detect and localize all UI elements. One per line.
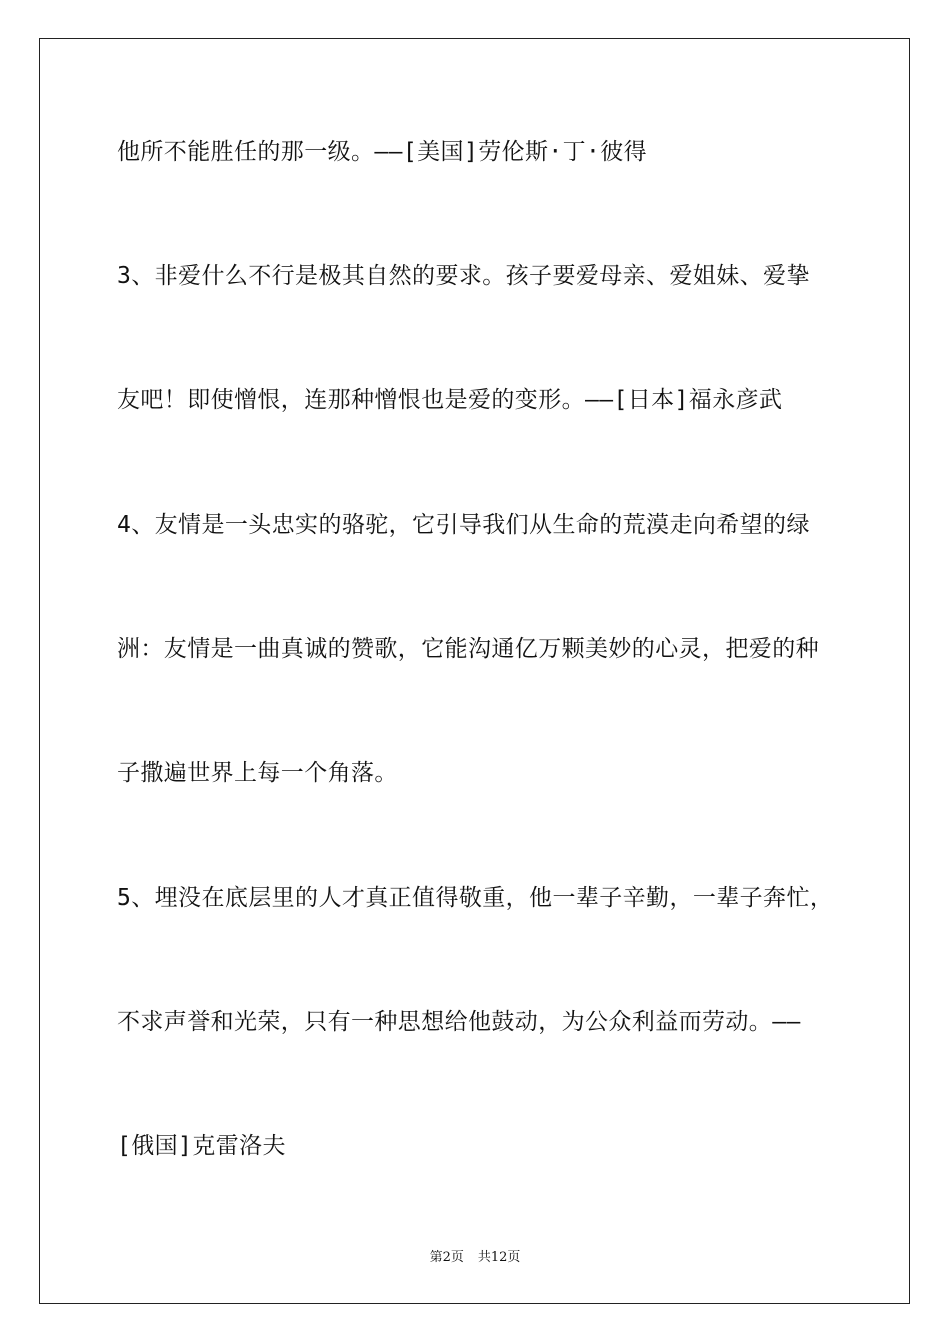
- text-line: [俄国]克雷洛夫: [117, 1133, 286, 1159]
- text-line: 洲：友情是一曲真诚的赞歌，它能沟通亿万颗美妙的心灵，把爱的种: [117, 636, 819, 662]
- text-line: 3、非爱什么不行是极其自然的要求。孩子要爱母亲、爱姐妹、爱挚: [117, 263, 810, 289]
- page-border: [39, 38, 910, 1304]
- text-line: 4、友情是一头忠实的骆驼，它引导我们从生命的荒漠走向希望的绿: [117, 512, 810, 538]
- page-total: 共12页: [477, 1250, 521, 1265]
- page-number: 第2页: [429, 1250, 464, 1265]
- text-line: 不求声誉和光荣，只有一种思想给他鼓动，为公众利益而劳动。——: [117, 1009, 801, 1035]
- page-footer: [0, 1246, 950, 1265]
- text-line: 他所不能胜任的那一级。——[美国]劳伦斯·丁·彼得: [117, 139, 648, 165]
- text-line: 5、埋没在底层里的人才真正值得敬重，他一辈子辛勤，一辈子奔忙，: [117, 885, 834, 911]
- text-line: 子撒遍世界上每一个角落。: [117, 760, 398, 786]
- text-line: 友吧！即使憎恨，连那种憎恨也是爱的变形。——[日本]福永彦武: [117, 387, 783, 413]
